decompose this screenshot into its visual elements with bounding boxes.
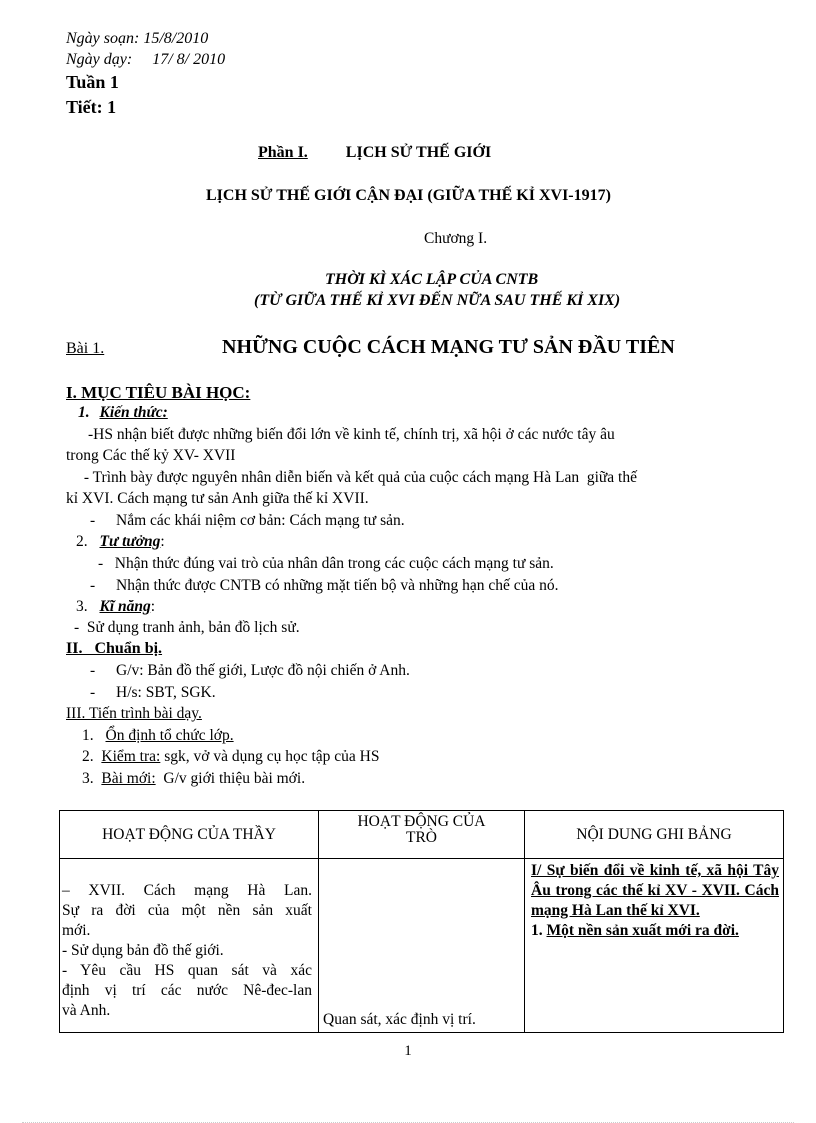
- content-num: 1.: [531, 922, 543, 939]
- thought-colon: :: [160, 533, 165, 550]
- process-item-1-num: 1.: [82, 727, 94, 744]
- section-title: LỊCH SỬ THẾ GIỚI CẬN ĐẠI (GIỮA THẾ KỈ XVI-1917): [206, 187, 611, 204]
- date-taught-value: 17/ 8/ 2010: [152, 51, 226, 68]
- student-cell: [319, 859, 525, 1033]
- student-text: Quan sát, xác định vị trí.: [323, 1011, 476, 1028]
- chapter-label: Chương I.: [424, 230, 488, 247]
- teacher-line-4: - Sử dụng bản đồ thế giới.: [62, 942, 224, 959]
- activity-table: [59, 810, 784, 1033]
- knowledge-line-1: -HS nhận biết được những biến đổi lớn về kinh tế, chính trị, xã hội ở các nước tây âu: [88, 426, 615, 443]
- thought-heading: [76, 533, 165, 551]
- process-item-2-rest: sgk, vở và dụng cụ học tập của HS: [160, 748, 380, 765]
- week-label: Tuần 1: [66, 72, 119, 92]
- knowledge-label: Kiến thức:: [99, 404, 168, 421]
- part-heading: [258, 144, 491, 162]
- process-heading: III. Tiến trình bài dạy.: [66, 705, 202, 722]
- preparation-heading: II. Chuẩn bị.: [66, 640, 163, 657]
- skill-label: Kĩ năng: [99, 598, 151, 615]
- preparation-item-2: - H/s: SBT, SGK.: [90, 684, 216, 701]
- teacher-line-1: – XVII. Cách mạng Hà Lan.: [62, 882, 312, 899]
- header-teacher: HOẠT ĐỘNG CỦA THẦY: [60, 811, 319, 859]
- content-sub: Một nền sản xuất mới ra đời.: [546, 922, 739, 939]
- objectives-heading: I. MỤC TIÊU BÀI HỌC:: [66, 383, 251, 402]
- process-item-3-label: Bài mới:: [101, 770, 156, 787]
- date-taught: [66, 51, 225, 69]
- knowledge-line-5-text: Nắm các khái niệm cơ bản: Cách mạng tư sản.: [116, 512, 405, 529]
- date-prepared: Ngày soạn: 15/8/2010: [66, 30, 209, 47]
- chapter-title-line-1: THỜI KÌ XÁC LẬP CỦA CNTB: [325, 271, 539, 288]
- period-label: Tiết: 1: [66, 97, 117, 117]
- thought-label: Tư tưởng: [99, 533, 161, 550]
- preparation-item-1: - G/v: Bản đồ thế giới, Lược đồ nội chiến ở Anh.: [90, 662, 410, 679]
- skill-heading: [76, 598, 155, 616]
- process-item-3-num: 3.: [82, 770, 94, 787]
- teacher-line-2: Sự ra đời của một nền sản xuất: [62, 902, 312, 919]
- knowledge-heading: [78, 404, 168, 422]
- table-header-row: [60, 811, 784, 859]
- thought-line-2: - Nhận thức được CNTB có những mặt tiến bộ và những hạn chế của nó.: [90, 577, 559, 594]
- teacher-cell: [60, 859, 319, 1033]
- date-taught-label: Ngày dạy:: [66, 51, 133, 68]
- header-content: NỘI DUNG GHI BẢNG: [525, 811, 784, 859]
- thought-line-2-text: Nhận thức được CNTB có những mặt tiến bộ và những hạn chế của nó.: [116, 577, 559, 594]
- knowledge-line-3: - Trình bày được nguyên nhân diễn biến và kết quả của cuộc cách mạng Hà Lan giữa thế: [80, 469, 637, 486]
- teacher-line-7: và Anh.: [62, 1002, 111, 1019]
- skill-colon: :: [150, 598, 156, 615]
- part-title: LỊCH SỬ THẾ GIỚI: [345, 144, 492, 161]
- process-item-1: [82, 727, 234, 745]
- skill-line-1: - Sử dụng tranh ảnh, bản đồ lịch sử.: [74, 619, 300, 636]
- preparation-item-1-text: G/v: Bản đồ thế giới, Lược đồ nội chiến ở Anh.: [116, 662, 410, 679]
- process-item-3: [82, 770, 305, 788]
- teacher-line-6: định vị trí các nước Nê-đec-lan: [62, 982, 312, 999]
- content-heading: I/ Sự biến đổi về kinh tế, xã hội Tây Âu trong các thế kỉ XV - XVII. Cách mạng Hà Lan thế kỉ XVI.: [531, 862, 779, 919]
- teacher-line-3: mới.: [62, 922, 91, 939]
- process-item-2-label: Kiểm tra:: [101, 748, 161, 765]
- chapter-title-line-2: (TỪ GIỮA THẾ KỈ XVI ĐẾN NỮA SAU THẾ KỈ XIX): [254, 292, 621, 309]
- process-item-1-label: Ổn định tổ chức lớp.: [105, 727, 234, 744]
- table-row: [60, 859, 784, 1033]
- header-student: HOẠT ĐỘNG CỦA TRÒ: [319, 811, 525, 859]
- skill-num: 3.: [76, 598, 88, 615]
- knowledge-line-5: - Nắm các khái niệm cơ bản: Cách mạng tư sản.: [90, 512, 405, 529]
- part-label: Phần I.: [258, 144, 308, 161]
- lesson-label: Bài 1.: [66, 340, 105, 357]
- page-number: 1: [404, 1043, 412, 1059]
- content-cell: [525, 859, 784, 1033]
- knowledge-line-4: kỉ XVI. Cách mạng tư sản Anh giữa thế kỉ XVII.: [66, 490, 369, 507]
- content-subheading: [531, 921, 779, 941]
- process-item-2: [82, 748, 379, 766]
- thought-line-1: - Nhận thức đúng vai trò của nhân dân trong các cuộc cách mạng tư sản.: [98, 555, 554, 572]
- thought-num: 2.: [76, 533, 88, 550]
- knowledge-num: 1.: [78, 404, 90, 421]
- process-item-3-rest: G/v giới thiệu bài mới.: [155, 770, 306, 787]
- teacher-line-5: - Yêu cầu HS quan sát và xác: [62, 962, 312, 979]
- lesson-title: NHỮNG CUỘC CÁCH MẠNG TƯ SẢN ĐẦU TIÊN: [222, 336, 675, 358]
- knowledge-line-2: trong Các thế kỷ XV- XVII: [66, 447, 236, 464]
- process-item-2-num: 2.: [82, 748, 94, 765]
- preparation-item-2-text: H/s: SBT, SGK.: [116, 684, 216, 701]
